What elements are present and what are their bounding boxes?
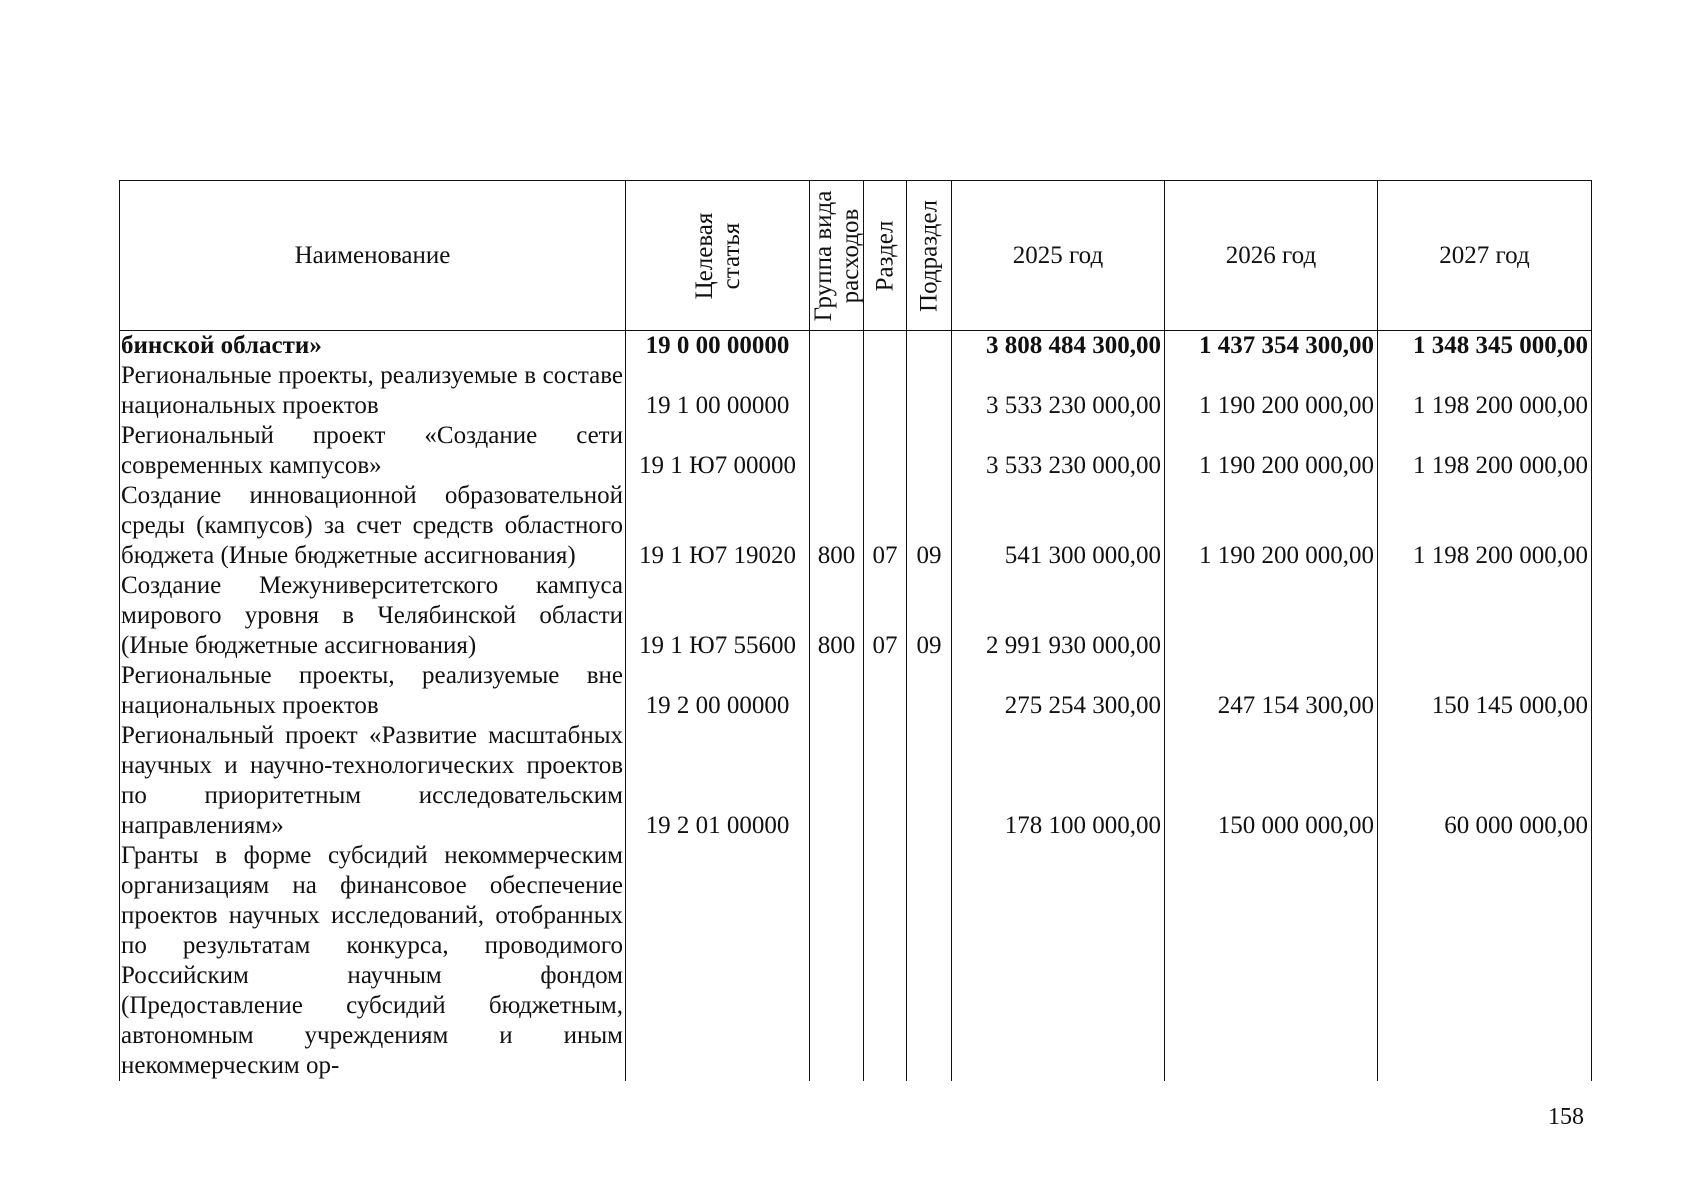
row-amount-2027: 1 198 200 000,00: [1378, 481, 1592, 571]
header-name: Наименование: [120, 181, 626, 331]
row-name: бинской области»: [120, 331, 626, 362]
row-expense-group: [810, 421, 864, 481]
row-subsection: [907, 421, 952, 481]
row-subsection: [907, 361, 952, 421]
row-amount-2025: 3 533 230 000,00: [952, 361, 1165, 421]
table-row: [120, 661, 1592, 721]
row-amount-2027: 1 348 345 000,00: [1378, 331, 1592, 362]
row-name: Создание Межуниверситетского кампуса мирового уровня в Челябинской области (Иные бюджетные ассигнования): [120, 571, 626, 661]
row-section: [864, 661, 907, 721]
row-amount-2025: 541 300 000,00: [952, 481, 1165, 571]
row-section: [864, 331, 907, 362]
row-amount-2027: 60 000 000,00: [1378, 721, 1592, 841]
row-expense-group: [810, 331, 864, 362]
row-subsection: [907, 721, 952, 841]
table-row: [120, 721, 1592, 841]
row-section: 07: [864, 481, 907, 571]
header-section: [864, 181, 907, 331]
row-name: Создание инновационной образовательной среды (кампусов) за счет средств областного бюджета (Иные бюджетные ассигнования): [120, 481, 626, 571]
row-amount-2026: 1 190 200 000,00: [1165, 361, 1378, 421]
row-section: [864, 721, 907, 841]
row-target-article: 19 2 01 00000: [626, 721, 810, 841]
row-name: Региональный проект «Развитие масштабных научных и научно-технологических проектов по приоритетным исследовательским направлениям»: [120, 721, 626, 841]
row-target-article: 19 1 Ю7 19020: [626, 481, 810, 571]
row-section: 07: [864, 571, 907, 661]
row-amount-2026: 1 190 200 000,00: [1165, 481, 1378, 571]
row-target-article: [626, 841, 810, 1081]
header-subsection-label: Подраздел: [915, 199, 943, 312]
row-expense-group: [810, 721, 864, 841]
row-subsection: [907, 841, 952, 1081]
row-target-article: 19 2 00 00000: [626, 661, 810, 721]
row-amount-2026: 1 437 354 300,00: [1165, 331, 1378, 362]
row-amount-2027: [1378, 571, 1592, 661]
row-amount-2025: 2 991 930 000,00: [952, 571, 1165, 661]
row-amount-2025: 275 254 300,00: [952, 661, 1165, 721]
row-expense-group: [810, 841, 864, 1081]
row-amount-2025: 3 808 484 300,00: [952, 331, 1165, 362]
row-target-article: 19 1 Ю7 00000: [626, 421, 810, 481]
row-subsection: [907, 661, 952, 721]
row-amount-2025: [952, 841, 1165, 1081]
table-header-row: [120, 181, 1592, 331]
header-expense-group-label: Группа вида расходов: [809, 190, 864, 321]
row-section: [864, 841, 907, 1081]
row-subsection: 09: [907, 571, 952, 661]
row-name: Гранты в форме субсидий некоммерческим организациям на финансовое обеспечение проектов научных исследований, отобранных по результатам конкурса, проводимого Российским научным фондом (Предоставление субсидий бюджетным, автономным учреждениям и иным некоммерческим ор-: [120, 841, 626, 1081]
row-section: [864, 421, 907, 481]
row-amount-2027: [1378, 841, 1592, 1081]
header-target-article: [626, 181, 810, 331]
table-row: [120, 421, 1592, 481]
row-amount-2027: 1 198 200 000,00: [1378, 421, 1592, 481]
row-name: Региональные проекты, реализуемые в составе национальных проектов: [120, 361, 626, 421]
row-target-article: 19 1 00 00000: [626, 361, 810, 421]
row-expense-group: 800: [810, 481, 864, 571]
row-amount-2027: 150 145 000,00: [1378, 661, 1592, 721]
row-expense-group: [810, 661, 864, 721]
row-amount-2027: 1 198 200 000,00: [1378, 361, 1592, 421]
table-row: [120, 841, 1592, 1081]
row-amount-2025: 178 100 000,00: [952, 721, 1165, 841]
header-year-2025: 2025 год: [952, 181, 1165, 331]
row-amount-2026: 1 190 200 000,00: [1165, 421, 1378, 481]
header-section-label: Раздел: [871, 220, 899, 291]
table-row: [120, 331, 1592, 362]
row-target-article: 19 1 Ю7 55600: [626, 571, 810, 661]
table-row: [120, 481, 1592, 571]
row-amount-2026: 150 000 000,00: [1165, 721, 1378, 841]
row-name: Региональные проекты, реализуемые вне национальных проектов: [120, 661, 626, 721]
header-subsection: [907, 181, 952, 331]
header-year-2026: 2026 год: [1165, 181, 1378, 331]
row-expense-group: 800: [810, 571, 864, 661]
row-section: [864, 361, 907, 421]
row-subsection: [907, 331, 952, 362]
table-row: [120, 571, 1592, 661]
table-row: [120, 361, 1592, 421]
row-subsection: 09: [907, 481, 952, 571]
row-expense-group: [810, 361, 864, 421]
row-amount-2025: 3 533 230 000,00: [952, 421, 1165, 481]
row-amount-2026: 247 154 300,00: [1165, 661, 1378, 721]
header-expense-group: [810, 181, 864, 331]
row-target-article: 19 0 00 00000: [626, 331, 810, 362]
row-amount-2026: [1165, 841, 1378, 1081]
budget-table: [119, 180, 1592, 1081]
page-number: 158: [1548, 1104, 1584, 1130]
header-year-2027: 2027 год: [1378, 181, 1592, 331]
row-amount-2026: [1165, 571, 1378, 661]
row-name: Региональный проект «Создание сети современных кампусов»: [120, 421, 626, 481]
header-target-article-label: Целевая статья: [690, 212, 745, 299]
